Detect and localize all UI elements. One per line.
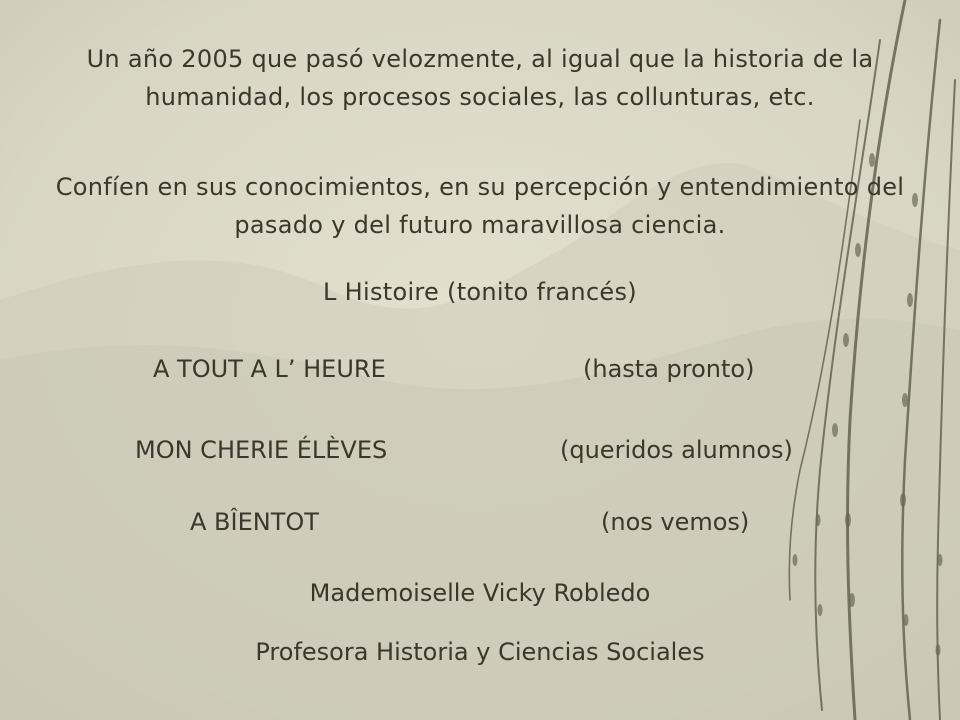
histoire-heading: L Histoire (tonito francés)	[323, 278, 637, 306]
signature-name: Mademoiselle Vicky Robledo	[309, 579, 651, 607]
intro-paragraph: Un año 2005 que pasó velozmente, al igual que la historia de la humanidad, los procesos sociales, las collunturas, etc.	[86, 45, 874, 111]
phrase-french: A BÎENTOT	[190, 508, 319, 536]
phrase-french: A TOUT A L’ HEURE	[153, 355, 386, 383]
phrase-spanish: (queridos alumnos)	[560, 436, 793, 464]
phrase-french: MON CHERIE ÉLÈVES	[135, 436, 388, 464]
phrase-spanish: (nos vemos)	[601, 508, 750, 536]
trust-paragraph: Confíen en sus conocimientos, en su percepción y entendimiento del pasado y del futuro maravillosa ciencia.	[55, 173, 905, 239]
signature-role: Profesora Historia y Ciencias Sociales	[255, 638, 705, 666]
phrase-spanish: (hasta pronto)	[583, 355, 755, 383]
